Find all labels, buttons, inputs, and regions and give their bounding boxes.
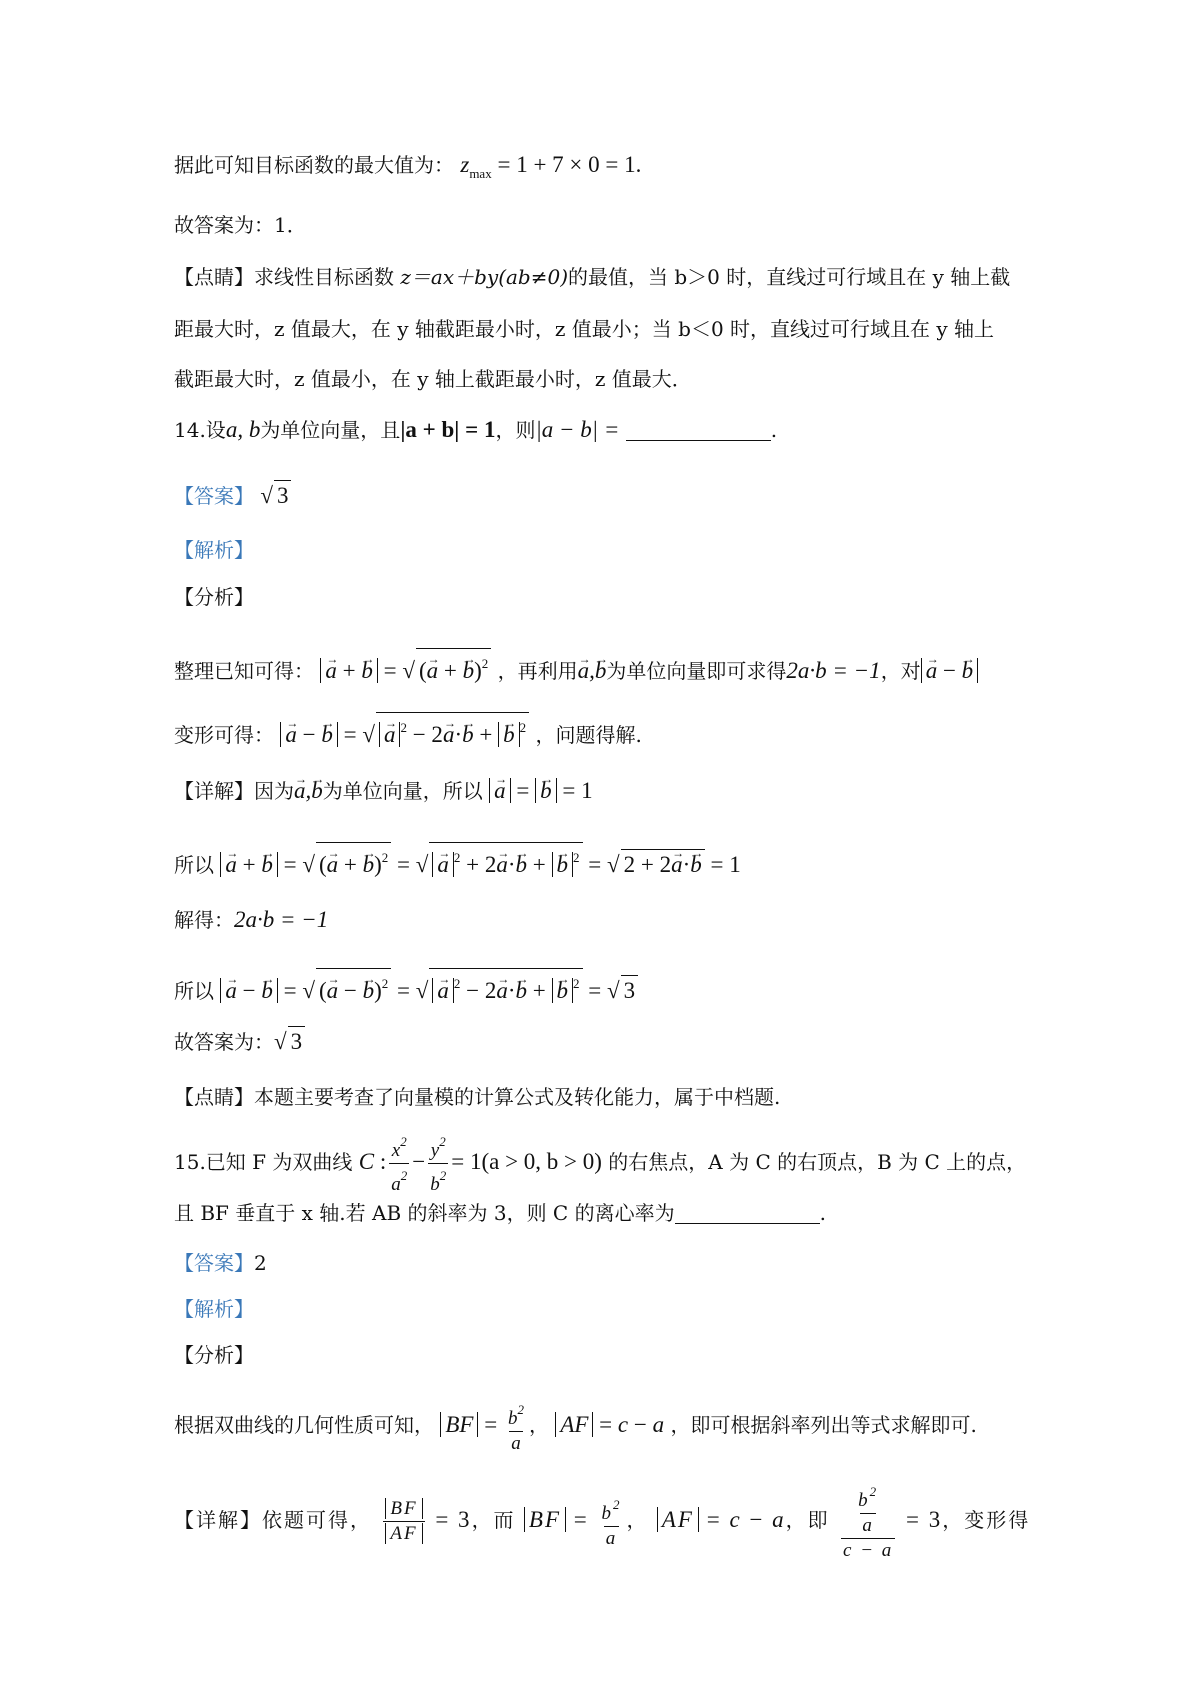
text-line: 所以 → a − → b = √ (→ a − → b)$^2$ = √→ a $^2$ − 2→ a·→ b + → b $^2$ = √ 3 xyxy=(174,968,638,1006)
formula-a-plus-b: → a + → b = √ (→ a + → b)$^2$ xyxy=(320,658,491,683)
formula-bf: BF = $\frac{b^2}{a}$ xyxy=(440,1412,529,1437)
text-line: 距最大时，z 值最大，在 y 轴截距最小时，z 值最小；当 b＜0 时，直线过可行域且在 y 轴上 xyxy=(174,317,995,341)
fenxi-tag: 【分析】 xyxy=(174,585,254,609)
formula-a-minus-b: → a − → b = √→ a $^2$ − 2→ a·→ b + → b $^2$ xyxy=(280,722,529,747)
question-15: 15.已知 F 为双曲线 C : $\frac{x^2}{a^2}$ − $\frac{y^2}{b^2}$ = 1(a > 0, b > 0) 的右焦点，A 为 C 的右顶点，B 为 C 上的点， xyxy=(174,1134,1027,1195)
formula-bf: BF = $\frac{b^2}{a}$ xyxy=(524,1507,627,1532)
formula-af: AF = c − a xyxy=(657,1507,786,1532)
text-line: 且 BF 垂直于 x 轴.若 AB 的斜率为 3，则 C 的离心率为 . xyxy=(174,1201,826,1225)
text-line: 截距最大时，z 值最小，在 y 轴上截距最小时，z 值最大． xyxy=(174,367,692,391)
formula-zmax: $z_{max} = 1 + 7 \times 0 = 1$. xyxy=(460,152,642,181)
tip-tag: 【点睛】 xyxy=(174,265,254,289)
answer-tag: 【答案】 xyxy=(174,484,254,508)
text-line: 故答案为：1． xyxy=(174,213,307,237)
answer-line: 【答案】2 xyxy=(174,1251,267,1275)
tip-tag: 【点睛】 xyxy=(174,1085,254,1109)
text-line: 根据双曲线的几何性质可知， BF = $\frac{b^2}{a}$ ， AF = c − a ，即可根据斜率列出等式求解即可. xyxy=(174,1401,977,1454)
text-line: 【详解】依题可得， $\frac{BF}{AF}$ = 3，而 BF = $\frac{b^2}{a}$ ， AF = c − a，即 $\frac{\frac{b^2}{a}}{c - a}$ = 3，变形得 xyxy=(174,1484,1031,1562)
answer-line xyxy=(174,480,291,511)
formula-af: AF = c − a xyxy=(555,1412,664,1437)
formula-slope: $\frac{\frac{b^2}{a}}{c - a}$ = 3 xyxy=(843,1484,943,1562)
fenxi-tag: 【分析】 xyxy=(174,1343,254,1367)
text-line: 【详解】因为→ a,→ b为单位向量，所以 → a = → b = 1 xyxy=(174,776,593,806)
analysis-tag: 【解析】 xyxy=(174,538,254,562)
formula-hyperbola: C : $\frac{x^2}{a^2}$ − $\frac{y^2}{b^2}$ = 1(a > 0, b > 0) xyxy=(358,1134,602,1195)
text-line: 解得：2a·b = −1 xyxy=(174,907,329,932)
question-14: 14.设a, b为单位向量，且|a + b| = 1，则|a − b| = . xyxy=(174,417,778,442)
text-line: 整理已知可得： → a + → b = √ (→ a + → b)$^2$ ，再利用→ a,→ b为单位向量即可求得2a·b = −1，对→ a − → b xyxy=(174,648,978,686)
detail-tag: 【详解】 xyxy=(174,779,254,803)
formula-unit: → a = → b = 1 xyxy=(489,778,592,803)
answer-blank xyxy=(626,420,771,441)
answer-blank xyxy=(675,1203,820,1224)
text-line xyxy=(174,150,641,189)
formula-diff-expand: → a − → b = √ (→ a − → b)$^2$ = √→ a $^2$ − 2→ a·→ b + → b $^2$ = √ 3 xyxy=(220,978,638,1003)
formula-abs-a-minus-b: → a − → b xyxy=(921,658,978,683)
formula-ratio: $\frac{BF}{AF}$ = 3 xyxy=(380,1507,471,1532)
analysis-tag: 【解析】 xyxy=(174,1297,254,1321)
sqrt-answer: √ 3 xyxy=(260,483,291,508)
text-line: 【点睛】本题主要考查了向量模的计算公式及转化能力，属于中档题. xyxy=(174,1085,781,1109)
formula-sum-expand: → a + → b = √ (→ a + → b)$^2$ = √→ a $^2$ + 2→ a·→ b + → b $^2$ = √ 2 + 2→ a·→ b = 1 xyxy=(220,852,740,877)
text-line: 故答案为：√ 3 xyxy=(174,1026,305,1057)
text-line: 【点睛】求线性目标函数 z＝ax＋by(ab≠0)的最值，当 b＞0 时，直线过可行域且在 y 轴上截 xyxy=(174,265,1011,289)
formula-vec-ab: → a,→ b xyxy=(578,658,607,683)
text-line: 所以 → a + → b = √ (→ a + → b)$^2$ = √→ a $^2$ + 2→ a·→ b + → b $^2$ = √ 2 + 2→ a·→ b = 1 xyxy=(174,842,741,880)
line-text: 据此可知目标函数的最大值为： xyxy=(174,153,454,177)
text-line: 变形可得： → a − → b = √→ a $^2$ − 2→ a·→ b + → b $^2$ ，问题得解. xyxy=(174,712,642,750)
